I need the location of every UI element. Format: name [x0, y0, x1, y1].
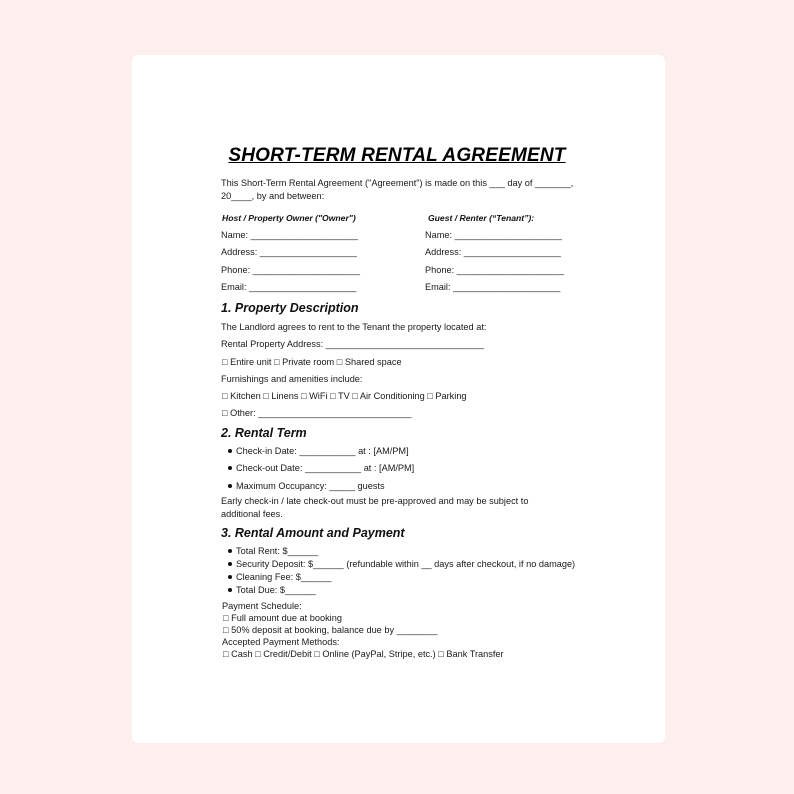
- section-2-bullet: Maximum Occupancy: _____ guests: [236, 481, 385, 491]
- section-1-line: Rental Property Address: _______________________________: [221, 339, 485, 349]
- host-heading: Host / Property Owner ("Owner"): [222, 213, 356, 223]
- host-phone-field: Phone: _____________________: [221, 265, 360, 275]
- guest-address-field: Address: ___________________: [425, 247, 561, 257]
- bullet: [228, 562, 232, 566]
- guest-heading: Guest / Renter (“Tenant”):: [428, 213, 535, 223]
- section-1-line: Furnishings and amenities include:: [221, 374, 363, 384]
- bullet: [228, 484, 232, 488]
- section-2-bullet: Check-out Date: ___________ at : [AM/PM]: [236, 463, 415, 473]
- section-1-line: The Landlord agrees to rent to the Tenant the property located at:: [221, 322, 487, 332]
- bullet: [228, 449, 232, 453]
- section-3-line: Accepted Payment Methods:: [222, 637, 340, 647]
- section-2-note: Early check-in / late check-out must be pre-approved and may be subject to: [221, 496, 529, 506]
- section-3-line: □ Full amount due at booking: [223, 613, 342, 623]
- intro-line-1: This Short-Term Rental Agreement ("Agreement") is made on this ___ day of _______,: [221, 178, 574, 188]
- section-1-line: □ Kitchen □ Linens □ WiFi □ TV □ Air Conditioning □ Parking: [222, 391, 467, 401]
- intro-line-2: 20____, by and between:: [221, 191, 325, 201]
- section-3-bullet: Total Due: $______: [236, 585, 316, 595]
- section-2-bullet: Check-in Date: ___________ at : [AM/PM]: [236, 446, 409, 456]
- host-address-field: Address: ___________________: [221, 247, 357, 257]
- section-3-heading: 3. Rental Amount and Payment: [221, 526, 405, 540]
- bullet: [228, 466, 232, 470]
- section-1-heading: 1. Property Description: [221, 301, 359, 315]
- guest-phone-field: Phone: _____________________: [425, 265, 564, 275]
- section-3-line: □ Cash □ Credit/Debit □ Online (PayPal, Stripe, etc.) □ Bank Transfer: [223, 649, 504, 659]
- section-3-bullet: Total Rent: $______: [236, 546, 319, 556]
- section-2-note: additional fees.: [221, 509, 283, 519]
- section-3-line: Payment Schedule:: [222, 601, 302, 611]
- section-1-line: □ Other: ______________________________: [222, 408, 412, 418]
- bullet: [228, 575, 232, 579]
- guest-email-field: Email: _____________________: [425, 282, 561, 292]
- bullet: [228, 588, 232, 592]
- host-email-field: Email: _____________________: [221, 282, 357, 292]
- section-2-heading: 2. Rental Term: [221, 426, 307, 440]
- bullet: [228, 549, 232, 553]
- document-title: SHORT-TERM RENTAL AGREEMENT: [228, 145, 566, 166]
- section-1-line: □ Entire unit □ Private room □ Shared space: [222, 357, 402, 367]
- section-3-bullet: Security Deposit: $______ (refundable within __ days after checkout, if no damage): [236, 559, 576, 569]
- guest-name-field: Name: _____________________: [425, 230, 562, 240]
- section-3-bullet: Cleaning Fee: $______: [236, 572, 332, 582]
- section-3-line: □ 50% deposit at booking, balance due by ________: [223, 625, 438, 635]
- host-name-field: Name: _____________________: [221, 230, 358, 240]
